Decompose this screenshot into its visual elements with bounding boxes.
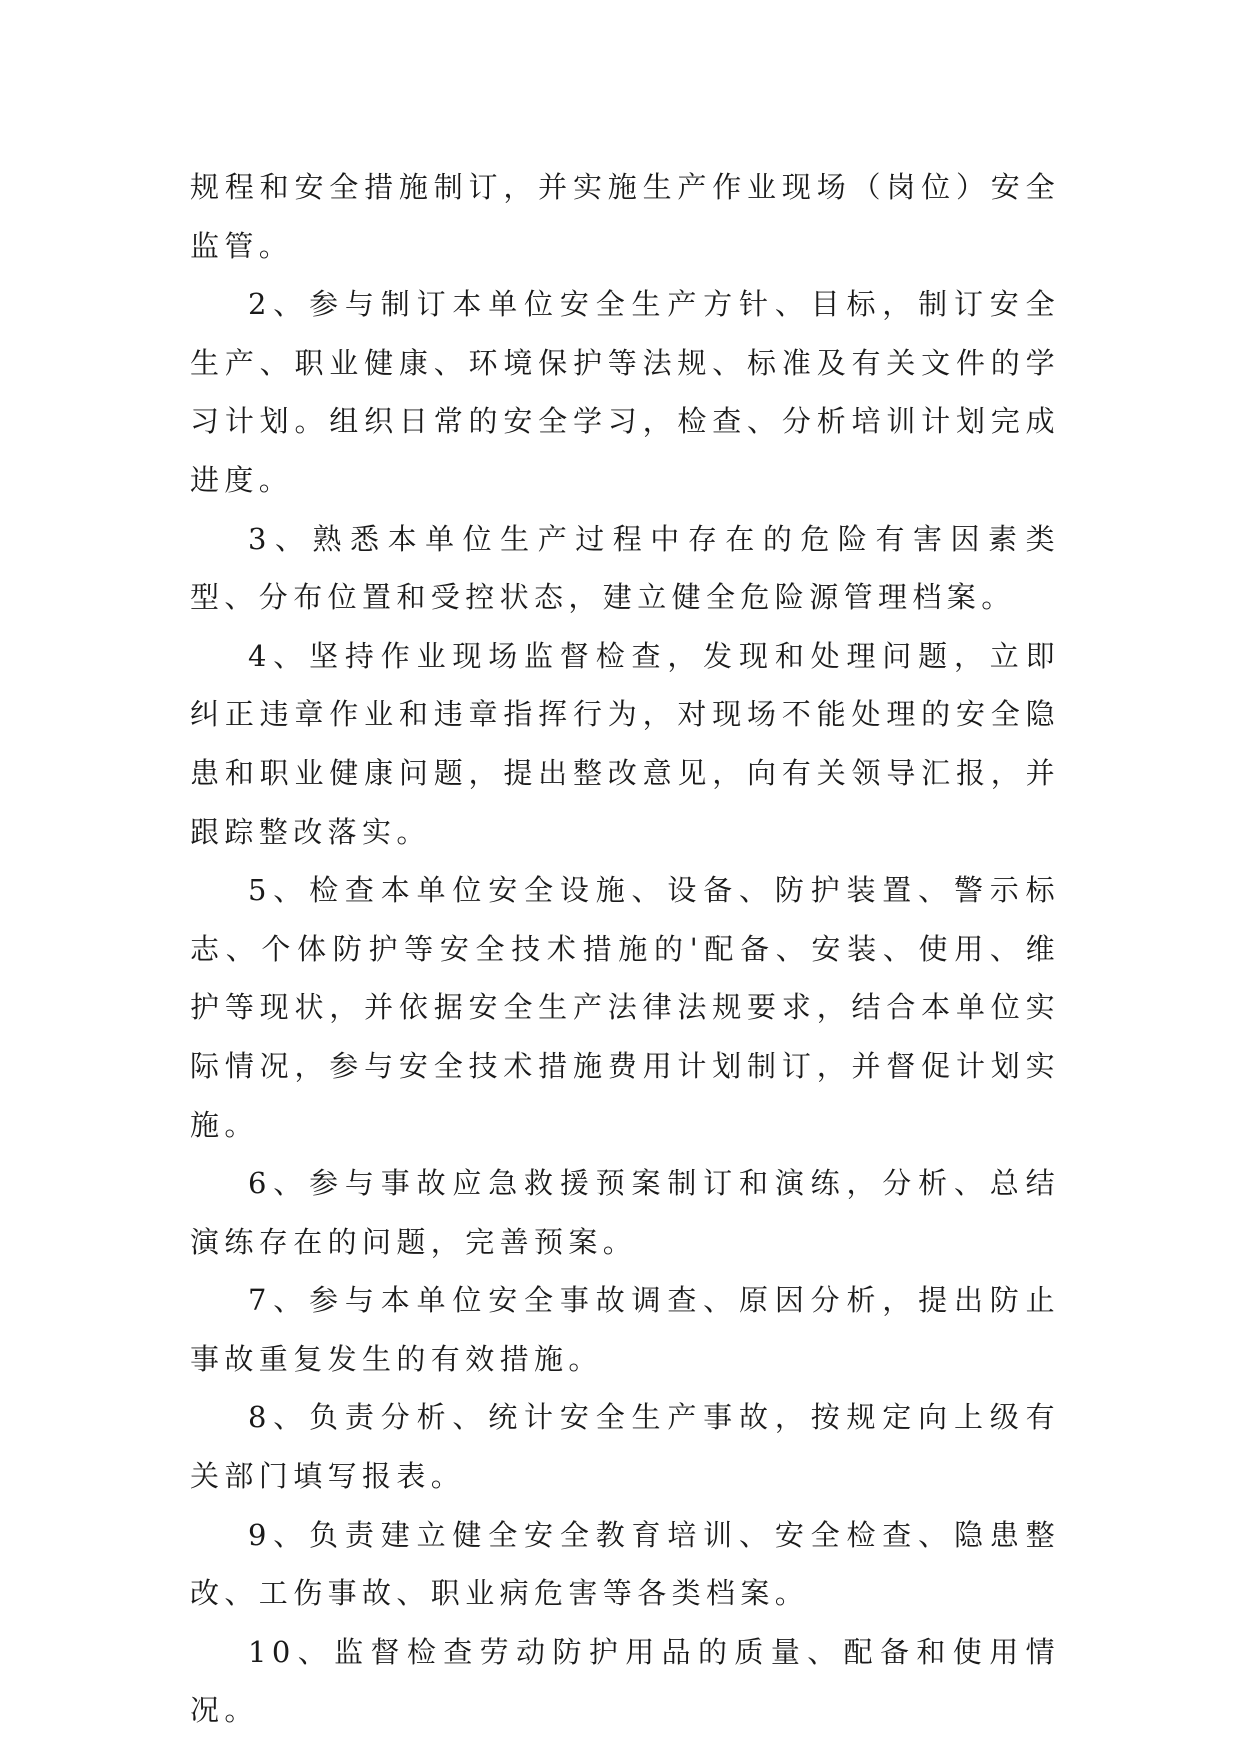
- paragraph-item-8: 8、负责分析、统计安全生产事故，按规定向上级有关部门填写报表。: [190, 1400, 1060, 1494]
- paragraph-item-6: 6、参与事故应急救援预案制订和演练，分析、总结演练存在的问题，完善预案。: [190, 1166, 1060, 1259]
- paragraph-item-10: 10、监督检查劳动防护用品的质量、配备和使用情况。: [190, 1634, 1060, 1728]
- paragraph-item-2: 2、参与制订本单位安全生产方针、目标，制订安全生产、职业健康、环境保护等法规、标准及有关文件的学习计划。组织日常的安全学习，检查、分析培训计划完成进度。: [190, 287, 1060, 497]
- paragraph-item-7: 7、参与本单位安全事故调查、原因分析，提出防止事故重复发生的有效措施。: [190, 1283, 1060, 1376]
- paragraph-continuation: 规程和安全措施制订，并实施生产作业现场（岗位）安全监管。: [190, 170, 1060, 263]
- paragraph-item-4: 4、坚持作业现场监督检查，发现和处理问题，立即纠正违章作业和违章指挥行为，对现场不能处理的安全隐患和职业健康问题，提出整改意见，向有关领导汇报，并跟踪整改落实。: [190, 638, 1060, 849]
- paragraph-item-5: 5、检查本单位安全设施、设备、防护装置、警示标志、个体防护等安全技术措施的'配备、安装、使用、维护等现状，并依据安全生产法律法规要求，结合本单位实际情况，参与安全技术措施费用计划制订，并督促计划实施。: [190, 873, 1060, 1142]
- paragraph-item-3: 3、熟悉本单位生产过程中存在的危险有害因素类型、分布位置和受控状态，建立健全危险源管理档案。: [190, 521, 1060, 615]
- document-body: [190, 158, 1060, 1740]
- paragraph-item-9: 9、负责建立健全安全教育培训、安全检查、隐患整改、工伤事故、职业病危害等各类档案。: [190, 1517, 1060, 1611]
